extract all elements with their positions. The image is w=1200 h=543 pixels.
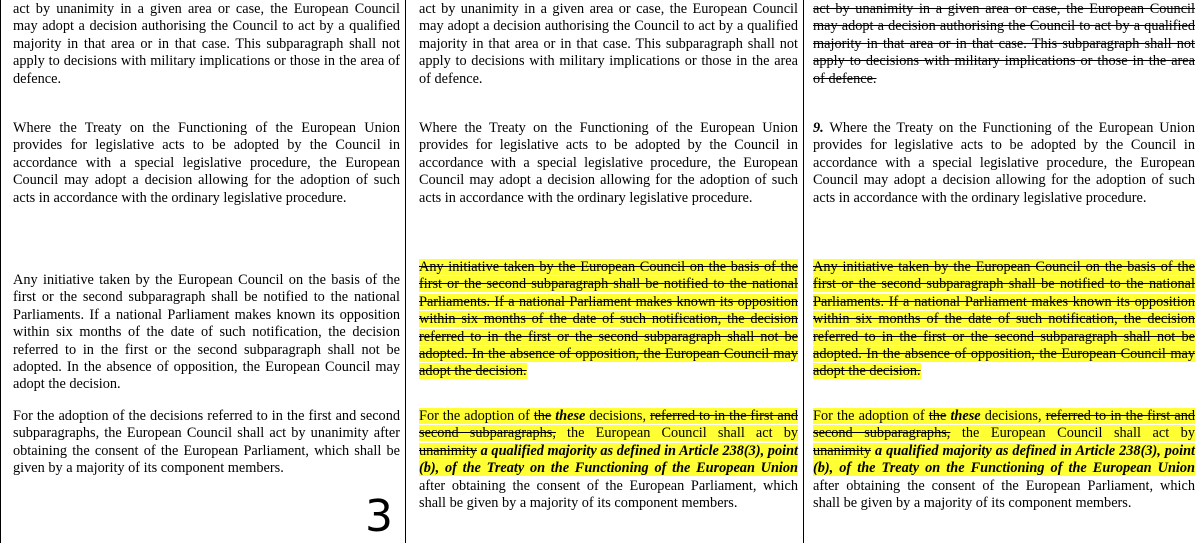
paragraph-text: For the adoption of the decisions referred to in the first and second subparagraphs, the European Council shall act by unanimity after obtaining the consent of the European Parliament, which shall be given by a majority of its component members. [13,408,400,477]
paragraph-body: Where the Treaty on the Functioning of the European Union provides for legislative acts to be adopted by the Council in accordance with a special legislative procedure, the European Council may adopt a decision allowing for the adoption of such acts in accordance with the ordinary legislative procedure. [813,120,1195,206]
text-run: after obtaining the consent of the European Parliament, which shall be given by a majority of its component members. [419,477,798,512]
text-run: decisions, [585,408,650,424]
text-run: For the adoption of [813,408,929,424]
cell-r1-proposal [406,0,804,114]
text-run: the European Council shall act by [555,425,798,442]
inserted-text: a qualified majority as defined in Article 238(3), point (b), of the Treaty on the Functioning of the European Union [419,442,798,477]
text-run: decisions, [980,408,1046,424]
highlighted-deletion: Any initiative taken by the European Council on the basis of the first or the second subparagraph shall be notified to the national Parliaments. If a national Parliament makes known its opposition within six months of the date of such notification, the decision referred to in the first or the second subparagraph shall not be adopted. In the absence of opposition, the European Council may adopt the decision. [419,259,798,380]
deleted-text: unanimity [813,442,871,459]
paragraph-text: act by unanimity in a given area or case, the European Council may adopt a decision authorising the Council to act by a qualified majority in that area or in that case. This subparagraph shall not apply to decisions with military implications or those in the area of defence. [419,1,798,87]
paragraph-text: Where the Treaty on the Functioning of the European Union provides for legislative acts to be adopted by the Council in accordance with a special legislative procedure, the European Council may adopt a decision allowing for the adoption of such acts in accordance with the ordinary legislative procedure. [13,120,400,206]
text-run: For the adoption of [419,408,534,424]
deleted-paragraph [813,259,1195,381]
deleted-text: the [928,408,947,424]
paragraph-text: Where the Treaty on the Functioning of the European Union provides for legislative acts to be adopted by the Council in accordance with a special legislative procedure, the European Council may adopt a decision allowing for the adoption of such acts in accordance with the ordinary legislative procedure. [419,120,798,206]
paragraph-text: Any initiative taken by the European Council on the basis of the first or the second subparagraph shall be notified to the national Parliaments. If a national Parliament makes known its opposition within six months of the date of such notification, the decision referred to in the first or the second subparagraph shall not be adopted. In the absence of opposition, the European Council may adopt the decision. [13,272,400,393]
paragraph-text: act by unanimity in a given area or case, the European Council may adopt a decision authorising the Council to act by a qualified majority in that area or in that case. This subparagraph shall not apply to decisions with military implications or those in the area of defence. [13,1,400,87]
inserted-text: these [950,408,981,424]
amended-paragraph [813,408,1195,512]
highlighted-span [419,408,798,476]
deleted-text: referred to in the first and second subparagraphs, [419,408,798,442]
page-number: 3 [365,491,393,542]
deleted-paragraph [419,259,798,381]
cell-r2-proposal [406,114,804,242]
deleted-paragraph: act by unanimity in a given area or case, the European Council may adopt a decision authorising the Council to act by a qualified majority in that area or in that case. This subparagraph shall not apply to decisions with military implications or those in the area of defence. [813,1,1195,87]
inserted-text: a qualified majority as defined in Article 238(3), point (b), of the Treaty on the Functioning of the European Union [813,442,1195,477]
cell-r1-consolidated [804,0,1200,114]
cell-r3-consolidated [804,242,1200,401]
text-run: after obtaining the consent of the European Parliament, which shall be given by a majority of its component members. [813,477,1195,512]
amended-paragraph [419,408,798,512]
inserted-text: these [555,408,586,424]
deleted-text: unanimity [419,442,477,459]
paragraph-text [813,120,1195,207]
text-run: the European Council shall act by [950,425,1195,442]
cell-r3-original [1,242,406,401]
cell-r3-proposal [406,242,804,401]
deleted-text: referred to in the first and second subparagraphs, [813,408,1195,442]
cell-r2-original [1,114,406,242]
cell-r4-proposal [406,401,804,543]
cell-r4-original [1,401,406,543]
highlighted-deletion: Any initiative taken by the European Council on the basis of the first or the second subparagraph shall be notified to the national Parliaments. If a national Parliament makes known its opposition within six months of the date of such notification, the decision referred to in the first or the second subparagraph shall not be adopted. In the absence of opposition, the European Council may adopt the decision. [813,259,1195,380]
cell-r1-original [1,0,406,114]
cell-r2-consolidated [804,114,1200,242]
paragraph-number: 9. [813,120,824,136]
highlighted-span [813,408,1195,476]
deleted-text: the [533,408,552,424]
cell-r4-consolidated [804,401,1200,543]
